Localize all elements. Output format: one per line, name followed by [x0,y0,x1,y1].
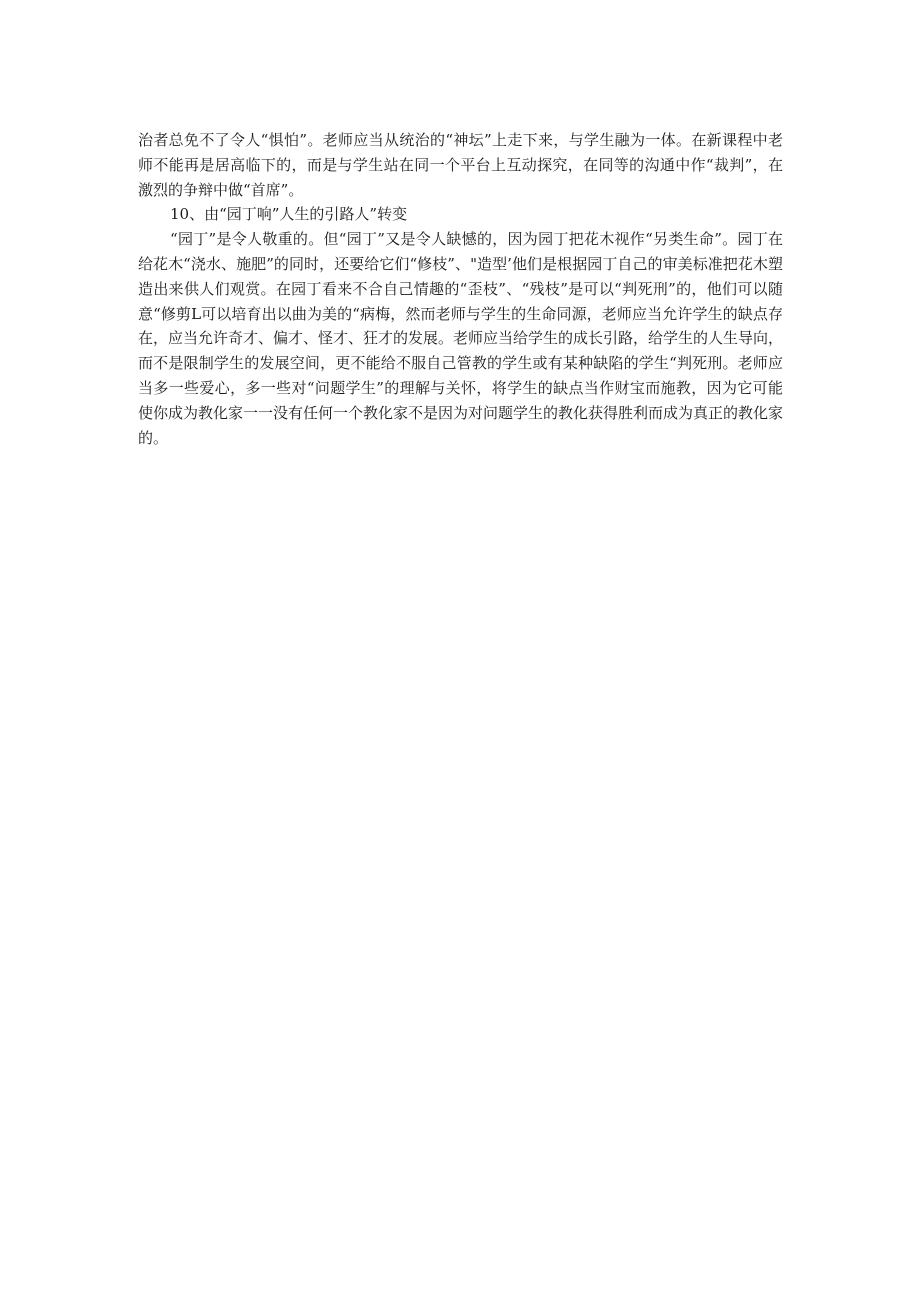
document-body [138,128,783,450]
paragraph-continuation: 治者总免不了令人“惧怕”。老师应当从统治的“神坛”上走下来，与学生融为一体。在新课程中老师不能再是居高临下的，而是与学生站在同一个平台上互动探究，在同等的沟通中作“裁判”，在激烈的争辩中做“首席”。 [138,131,783,199]
section-heading: 10、由“园丁响”人生的引路人”转变 [170,205,408,224]
paragraph-body: “园丁”是令人敬重的。但“园丁”又是令人缺憾的，因为园丁把花木视作“另类生命”。园丁在给花木“浇水、施肥”的同时，还要给它们“修枝”、"造型’他们是根据园丁自己的审美标准把花木塑造出来供人们观赏。在园丁看来不合自己情趣的“歪枝”、“残枝”是可以“判死刑”的，他们可以随意“修剪L可以培育出以曲为美的“病梅，然而老师与学生的生命同源，老师应当允许学生的缺点存在，应当允许奇才、偏才、怪才、狂才的发展。老师应当给学生的成长引路，给学生的人生导向，而不是限制学生的发展空间，更不能给不服自己管教的学生或有某种缺陷的学生“判死刑。老师应当多一些爱心，多一些对“问题学生”的理解与关怀，将学生的缺点当作财宝而施教，因为它可能使你成为教化家一一没有任何一个教化家不是因为对问题学生的教化获得胜利而成为真正的教化家的。 [138,230,784,447]
